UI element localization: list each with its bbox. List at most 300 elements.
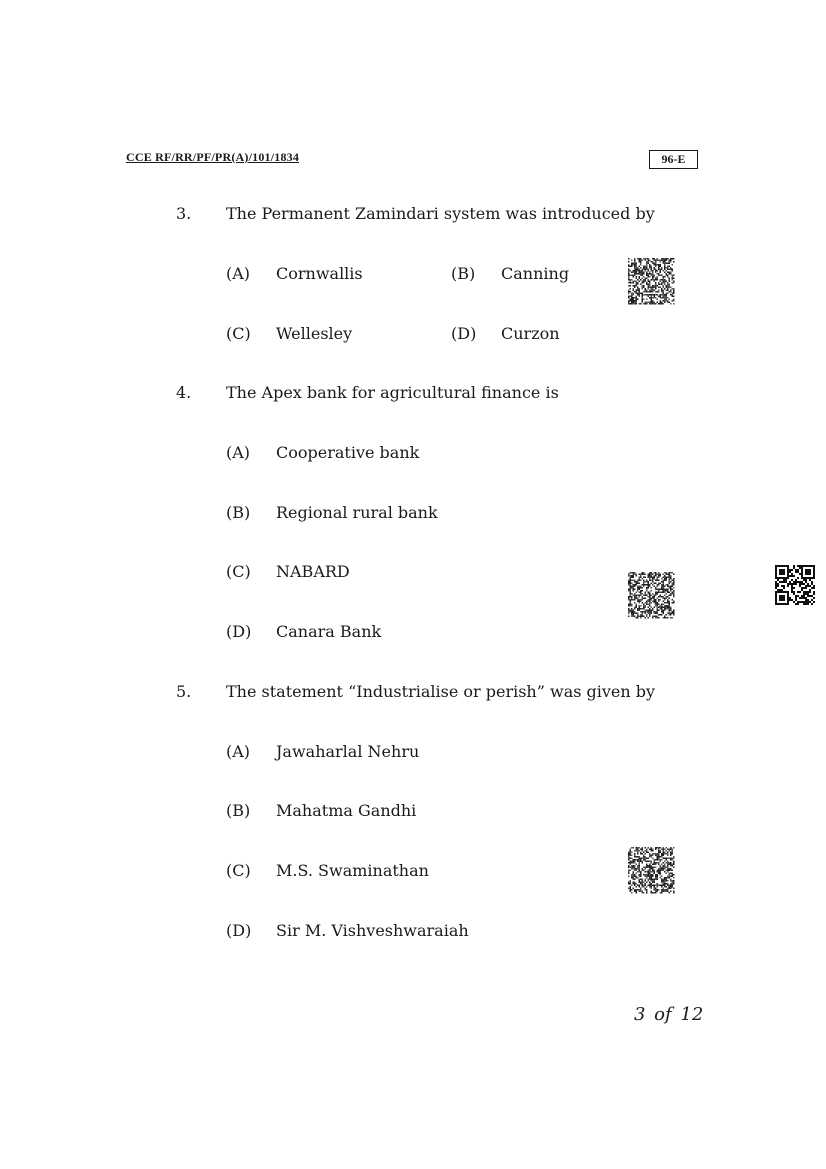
code-pixel	[652, 858, 654, 860]
code-pixel	[657, 598, 659, 600]
code-pixel	[660, 871, 662, 873]
code-pixel	[634, 850, 636, 852]
code-pixel	[666, 598, 668, 600]
code-pixel	[646, 604, 648, 606]
code-pixel	[663, 601, 665, 603]
code-pixel	[652, 258, 654, 260]
code-pixel	[652, 864, 654, 866]
code-pixel	[652, 855, 654, 857]
code-pixel	[657, 885, 659, 887]
code-pixel	[651, 607, 653, 609]
code-pixel	[628, 272, 630, 274]
code-pixel	[795, 579, 797, 581]
code-pixel	[628, 285, 630, 287]
code-pixel	[672, 593, 674, 595]
code-pixel	[640, 853, 642, 855]
code-pixel	[649, 273, 651, 275]
code-pixel	[639, 260, 641, 262]
code-pixel	[789, 583, 791, 585]
code-pixel	[643, 858, 645, 860]
code-pixel	[646, 611, 648, 613]
code-pixel	[634, 285, 636, 287]
code-pixel	[669, 850, 671, 852]
code-pixel	[652, 581, 654, 583]
code-pixel	[636, 868, 638, 870]
code-pixel	[633, 883, 635, 885]
code-pixel	[664, 861, 666, 863]
code-pixel	[645, 880, 647, 882]
code-pixel	[634, 889, 636, 891]
code-pixel	[673, 296, 675, 298]
code-pixel	[634, 272, 636, 274]
code-pixel	[657, 607, 659, 609]
code-pixel	[637, 856, 639, 858]
code-pixel	[660, 865, 662, 867]
code-pixel	[655, 613, 657, 615]
code-pixel	[779, 595, 781, 597]
code-pixel	[649, 616, 651, 618]
code-pixel	[643, 586, 645, 588]
code-pixel	[672, 611, 674, 613]
code-pixel	[799, 567, 801, 569]
code-pixel	[654, 870, 656, 872]
code-pixel	[660, 269, 662, 271]
code-pixel	[640, 616, 642, 618]
code-pixel	[673, 593, 675, 595]
code-pixel	[649, 599, 651, 601]
code-pixel	[631, 861, 633, 863]
code-pixel	[672, 859, 674, 861]
code-pixel	[642, 272, 644, 274]
code-pixel	[663, 891, 665, 893]
code-pixel	[807, 603, 809, 605]
code-pixel	[667, 293, 669, 295]
code-pixel	[658, 267, 660, 269]
code-pixel	[636, 877, 638, 879]
code-pixel	[634, 865, 636, 867]
code-pixel	[637, 616, 639, 618]
code-pixel	[663, 278, 665, 280]
code-pixel	[633, 285, 635, 287]
code-pixel	[673, 580, 675, 582]
code-pixel	[660, 574, 662, 576]
code-pixel	[667, 592, 669, 594]
code-pixel	[649, 613, 651, 615]
option-letter: (A)	[226, 742, 251, 761]
code-pixel	[639, 258, 641, 260]
code-pixel	[660, 861, 662, 863]
code-pixel	[645, 592, 647, 594]
code-pixel	[639, 870, 641, 872]
code-pixel	[643, 258, 645, 260]
code-pixel	[628, 876, 630, 878]
code-pixel	[801, 577, 803, 579]
code-pixel	[670, 608, 672, 610]
code-pixel	[651, 598, 653, 600]
code-pixel	[637, 610, 639, 612]
code-pixel	[649, 861, 651, 863]
code-pixel	[787, 599, 789, 601]
code-pixel	[643, 598, 645, 600]
code-pixel	[666, 870, 668, 872]
code-pixel	[639, 886, 641, 888]
code-pixel	[654, 601, 656, 603]
code-pixel	[664, 284, 666, 286]
code-pixel	[657, 260, 659, 262]
code-pixel	[628, 264, 630, 266]
code-pixel	[643, 874, 645, 876]
code-pixel	[646, 864, 648, 866]
code-pixel	[657, 889, 659, 891]
code-pixel	[661, 282, 663, 284]
code-pixel	[663, 598, 665, 600]
code-pixel	[655, 862, 657, 864]
code-pixel	[793, 593, 795, 595]
code-pixel	[639, 885, 641, 887]
code-pixel	[631, 614, 633, 616]
code-pixel	[813, 577, 815, 579]
code-pixel	[664, 586, 666, 588]
code-pixel	[670, 589, 672, 591]
code-pixel	[657, 577, 659, 579]
code-pixel	[643, 870, 645, 872]
code-pixel	[649, 865, 651, 867]
code-pixel	[673, 581, 675, 583]
code-pixel	[664, 883, 666, 885]
code-pixel	[631, 604, 633, 606]
code-pixel	[636, 285, 638, 287]
code-pixel	[654, 260, 656, 262]
code-pixel	[640, 260, 642, 262]
code-pixel	[643, 572, 645, 574]
code-pixel	[649, 882, 651, 884]
code-pixel	[628, 270, 630, 272]
code-pixel	[669, 586, 671, 588]
code-pixel	[652, 577, 654, 579]
code-pixel	[669, 278, 671, 280]
code-pixel	[646, 299, 648, 301]
code-pixel	[673, 596, 675, 598]
code-pixel	[657, 862, 659, 864]
code-pixel	[669, 261, 671, 263]
code-pixel	[642, 849, 644, 851]
code-pixel	[636, 293, 638, 295]
code-pixel	[654, 297, 656, 299]
code-pixel	[643, 281, 645, 283]
code-pixel	[666, 858, 668, 860]
code-pixel	[813, 597, 815, 599]
code-pixel	[654, 276, 656, 278]
code-pixel	[633, 616, 635, 618]
code-pixel	[803, 587, 805, 589]
code-pixel	[655, 605, 657, 607]
code-pixel	[658, 273, 660, 275]
code-pixel	[636, 297, 638, 299]
code-pixel	[642, 287, 644, 289]
code-pixel	[809, 579, 811, 581]
code-pixel	[664, 578, 666, 580]
code-pixel	[648, 577, 650, 579]
code-pixel	[649, 276, 651, 278]
code-pixel	[669, 608, 671, 610]
code-pixel	[642, 596, 644, 598]
code-pixel	[634, 267, 636, 269]
code-pixel	[628, 291, 630, 293]
code-pixel	[636, 886, 638, 888]
code-pixel	[673, 300, 675, 302]
code-pixel	[634, 297, 636, 299]
code-pixel	[666, 883, 668, 885]
code-pixel	[633, 586, 635, 588]
code-pixel	[634, 258, 636, 260]
code-pixel	[666, 574, 668, 576]
code-pixel	[661, 584, 663, 586]
code-pixel	[672, 613, 674, 615]
code-pixel	[651, 849, 653, 851]
code-pixel	[663, 613, 665, 615]
code-pixel	[654, 889, 656, 891]
code-pixel	[779, 571, 781, 573]
code-pixel	[649, 873, 651, 875]
code-pixel	[646, 892, 648, 894]
code-pixel	[669, 574, 671, 576]
code-pixel	[658, 604, 660, 606]
code-pixel	[648, 285, 650, 287]
code-pixel	[670, 575, 672, 577]
code-pixel	[672, 886, 674, 888]
code-pixel	[651, 876, 653, 878]
code-pixel	[642, 278, 644, 280]
code-pixel	[669, 858, 671, 860]
code-pixel	[663, 865, 665, 867]
code-pixel	[673, 883, 675, 885]
code-pixel	[669, 877, 671, 879]
code-pixel	[655, 279, 657, 281]
code-pixel	[805, 591, 807, 593]
code-pixel	[639, 288, 641, 290]
code-pixel	[783, 585, 785, 587]
code-pixel	[669, 575, 671, 577]
code-pixel	[787, 577, 789, 579]
code-pixel	[630, 891, 632, 893]
code-pixel	[628, 608, 630, 610]
code-pixel	[661, 294, 663, 296]
code-pixel	[652, 273, 654, 275]
code-pixel	[652, 261, 654, 263]
code-pixel	[670, 258, 672, 260]
code-pixel	[630, 575, 632, 577]
code-pixel	[646, 886, 648, 888]
code-pixel	[642, 572, 644, 574]
code-pixel	[655, 892, 657, 894]
code-pixel	[651, 855, 653, 857]
code-pixel	[661, 885, 663, 887]
code-pixel	[672, 300, 674, 302]
code-pixel	[646, 278, 648, 280]
code-pixel	[666, 873, 668, 875]
code-pixel	[642, 270, 644, 272]
code-pixel	[799, 573, 801, 575]
code-pixel	[661, 581, 663, 583]
code-pixel	[631, 596, 633, 598]
code-pixel	[658, 282, 660, 284]
code-pixel	[657, 580, 659, 582]
code-pixel	[642, 847, 644, 849]
code-pixel	[630, 611, 632, 613]
code-pixel	[630, 596, 632, 598]
code-pixel	[640, 575, 642, 577]
code-pixel	[673, 592, 675, 594]
code-pixel	[658, 850, 660, 852]
code-pixel	[666, 577, 668, 579]
code-pixel	[634, 275, 636, 277]
code-pixel	[673, 891, 675, 893]
code-pixel	[781, 597, 783, 599]
code-pixel	[663, 610, 665, 612]
code-pixel	[657, 877, 659, 879]
code-pixel	[811, 595, 813, 597]
code-pixel	[649, 611, 651, 613]
code-pixel	[658, 580, 660, 582]
code-pixel	[658, 574, 660, 576]
code-pixel	[654, 572, 656, 574]
code-pixel	[669, 876, 671, 878]
code-pixel	[651, 572, 653, 574]
code-pixel	[658, 885, 660, 887]
code-pixel	[634, 281, 636, 283]
code-pixel	[670, 888, 672, 890]
code-pixel	[670, 891, 672, 893]
code-pixel	[640, 264, 642, 266]
code-pixel	[642, 858, 644, 860]
code-pixel	[663, 285, 665, 287]
code-pixel	[636, 300, 638, 302]
code-pixel	[663, 858, 665, 860]
code-pixel	[667, 601, 669, 603]
code-pixel	[648, 263, 650, 265]
code-pixel	[633, 871, 635, 873]
code-pixel	[669, 601, 671, 603]
code-pixel	[636, 873, 638, 875]
code-pixel	[801, 595, 803, 597]
code-pixel	[633, 599, 635, 601]
code-pixel	[637, 871, 639, 873]
code-pixel	[634, 291, 636, 293]
code-pixel	[648, 584, 650, 586]
code-pixel	[654, 287, 656, 289]
code-pixel	[643, 611, 645, 613]
code-pixel	[631, 885, 633, 887]
code-pixel	[669, 862, 671, 864]
code-pixel	[648, 880, 650, 882]
code-pixel	[631, 297, 633, 299]
code-pixel	[783, 595, 785, 597]
code-pixel	[663, 889, 665, 891]
code-pixel	[664, 602, 666, 604]
code-pixel	[649, 281, 651, 283]
code-pixel	[669, 587, 671, 589]
code-pixel	[811, 583, 813, 585]
code-pixel	[663, 574, 665, 576]
code-pixel	[801, 565, 803, 567]
code-pixel	[673, 282, 675, 284]
code-pixel	[631, 303, 633, 305]
code-pixel	[640, 267, 642, 269]
code-pixel	[660, 275, 662, 277]
code-pixel	[791, 575, 793, 577]
code-pixel	[672, 873, 674, 875]
code-pixel	[658, 287, 660, 289]
code-pixel	[661, 605, 663, 607]
code-pixel	[655, 589, 657, 591]
code-pixel	[664, 272, 666, 274]
code-pixel	[642, 613, 644, 615]
code-pixel	[673, 864, 675, 866]
code-pixel	[628, 598, 630, 600]
code-pixel	[645, 581, 647, 583]
code-pixel	[630, 593, 632, 595]
code-pixel	[660, 885, 662, 887]
code-pixel	[645, 574, 647, 576]
code-pixel	[667, 574, 669, 576]
code-pixel	[640, 889, 642, 891]
code-pixel	[797, 581, 799, 583]
code-pixel	[660, 852, 662, 854]
code-pixel	[658, 868, 660, 870]
code-pixel	[643, 855, 645, 857]
code-pixel	[636, 272, 638, 274]
code-pixel	[779, 573, 781, 575]
code-pixel	[655, 876, 657, 878]
code-pixel	[651, 862, 653, 864]
code-pixel	[628, 296, 630, 298]
code-pixel	[785, 565, 787, 567]
code-pixel	[649, 294, 651, 296]
code-pixel	[655, 282, 657, 284]
code-pixel	[648, 611, 650, 613]
code-pixel	[651, 574, 653, 576]
code-pixel	[670, 873, 672, 875]
code-pixel	[795, 599, 797, 601]
code-pixel	[664, 296, 666, 298]
code-pixel	[634, 599, 636, 601]
code-pixel	[667, 267, 669, 269]
code-pixel	[781, 585, 783, 587]
code-pixel	[807, 569, 809, 571]
code-pixel	[667, 605, 669, 607]
code-pixel	[775, 593, 777, 595]
code-pixel	[657, 294, 659, 296]
code-pixel	[645, 888, 647, 890]
code-pixel	[640, 852, 642, 854]
code-pixel	[646, 850, 648, 852]
code-pixel	[793, 575, 795, 577]
code-pixel	[777, 579, 779, 581]
code-pixel	[779, 591, 781, 593]
code-pixel	[670, 290, 672, 292]
code-pixel	[655, 287, 657, 289]
code-pixel	[648, 302, 650, 304]
code-pixel	[664, 281, 666, 283]
code-pixel	[672, 278, 674, 280]
code-pixel	[661, 879, 663, 881]
code-pixel	[631, 867, 633, 869]
code-pixel	[670, 586, 672, 588]
code-pixel	[630, 592, 632, 594]
code-pixel	[661, 889, 663, 891]
code-pixel	[809, 591, 811, 593]
code-pixel	[663, 870, 665, 872]
